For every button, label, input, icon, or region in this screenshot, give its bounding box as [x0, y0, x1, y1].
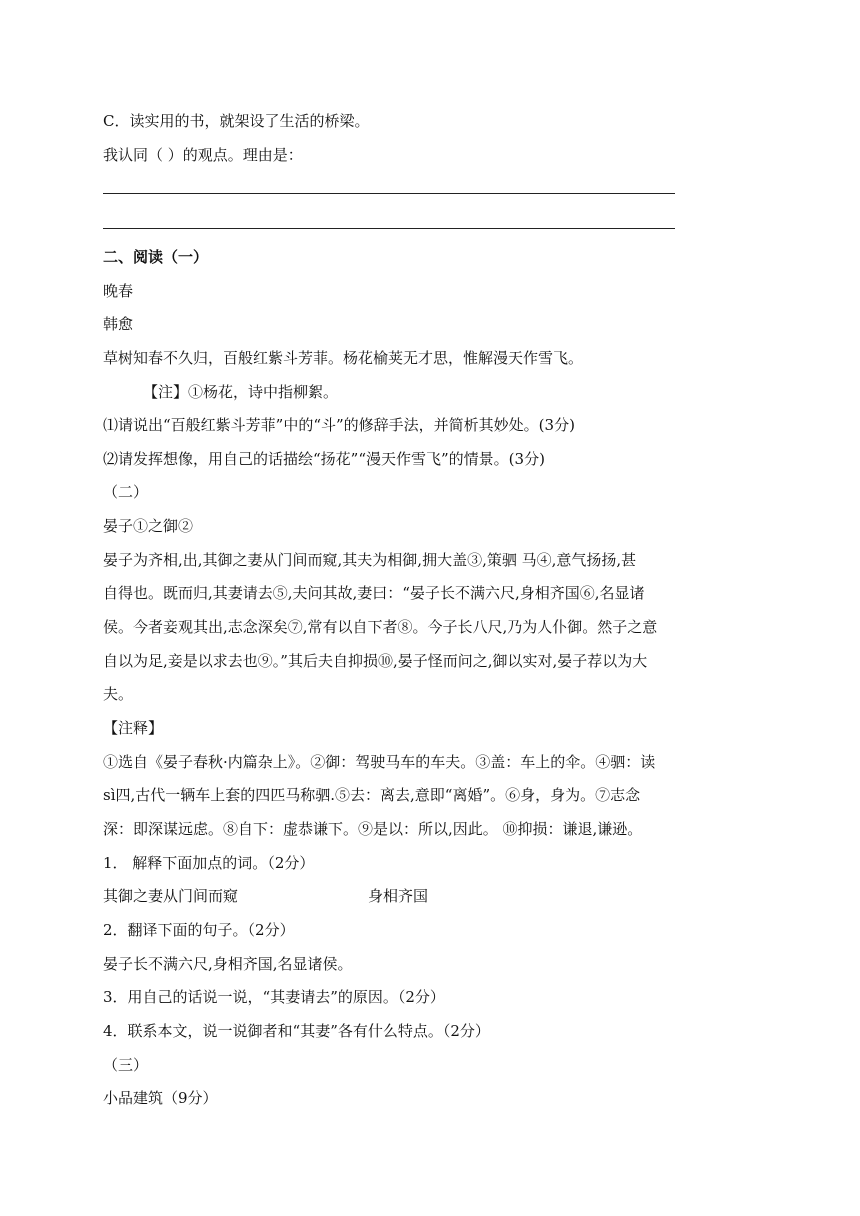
poem-question-2: ⑵请发挥想像，用自己的话描绘“扬花”“漫天作雪飞”的情景。(3分): [103, 450, 545, 468]
question-4: 4．联系本文，说一说御者和“其妻”各有什么特点。（2分）: [103, 1022, 490, 1040]
note-line: 深：即深谋远虑。⑧自下：虚恭谦下。⑨是以：所以,因此。 ⑩抑损：谦退,谦逊。: [103, 820, 643, 838]
part2-label: （二）: [103, 483, 149, 501]
note-line: sì四,古代一辆车上套的四匹马称驷.⑤去：离去,意即“离婚”。⑥身，身为。⑦志念: [103, 786, 641, 804]
option-c: C．读实用的书，就架设了生活的桥梁。: [103, 112, 370, 130]
question-2: 2．翻译下面的句子。（2分）: [103, 921, 295, 939]
note-line: ①选自《晏子春秋·内篇杂上》。②御：驾驶马车的车夫。③盖：车上的伞。④驷：读: [103, 753, 656, 771]
answer-line-2: [103, 228, 675, 229]
poem-author: 韩愈: [103, 315, 134, 333]
question-1-words: [103, 886, 428, 906]
part2-title: 晏子①之御②: [103, 517, 194, 535]
passage-line: 晏子为齐相,出,其御之妻从门间而窥,其夫为相御,拥大盖③,策驷 马④,意气扬扬,甚: [103, 551, 637, 569]
poem-question-1: ⑴请说出“百般红紫斗芳菲”中的“斗”的修辞手法，并简析其妙处。(3分): [103, 416, 575, 434]
poem-text: 草树知春不久归，百般红紫斗芳菲。杨花榆荚无才思，惟解漫天作雪飞。: [103, 349, 584, 367]
word-a: 其御之妻从门间而窥: [103, 887, 239, 905]
question-3: 3．用自己的话说一说，“其妻请去”的原因。（2分）: [103, 988, 445, 1006]
passage-line: 自得也。既而归,其妻请去⑤,夫问其故,妻曰：“晏子长不满六尺,身相齐国⑥,名显诸: [103, 584, 645, 602]
agree-prompt: 我认同（ ）的观点。理由是：: [103, 146, 303, 164]
question-2-sentence: 晏子长不满六尺,身相齐国,名显诸侯。: [103, 955, 353, 973]
answer-line-1: [103, 193, 675, 194]
notes-heading: 【注释】: [103, 719, 164, 737]
passage-line: 自以为足,妾是以求去也⑨。”其后夫自抑损⑩,晏子怪而问之,御以实对,晏子荐以为大: [103, 652, 648, 670]
poem-title: 晚春: [103, 282, 134, 300]
section2-heading: 二、阅读（一）: [103, 248, 209, 266]
passage-line: 夫。: [103, 685, 134, 703]
poem-note: 【注】①杨花，诗中指柳絮。: [143, 383, 339, 401]
part3-label: （三）: [103, 1056, 149, 1074]
word-b: 身相齐国: [368, 887, 429, 905]
question-1: 1． 解释下面加点的词。（2分）: [103, 854, 315, 872]
part3-title: 小品建筑（9分）: [103, 1089, 218, 1107]
passage-line: 侯。今者妾观其出,志念深矣⑦,常有以自下者⑧。今子长八尺,乃为人仆御。然子之意: [103, 618, 658, 636]
